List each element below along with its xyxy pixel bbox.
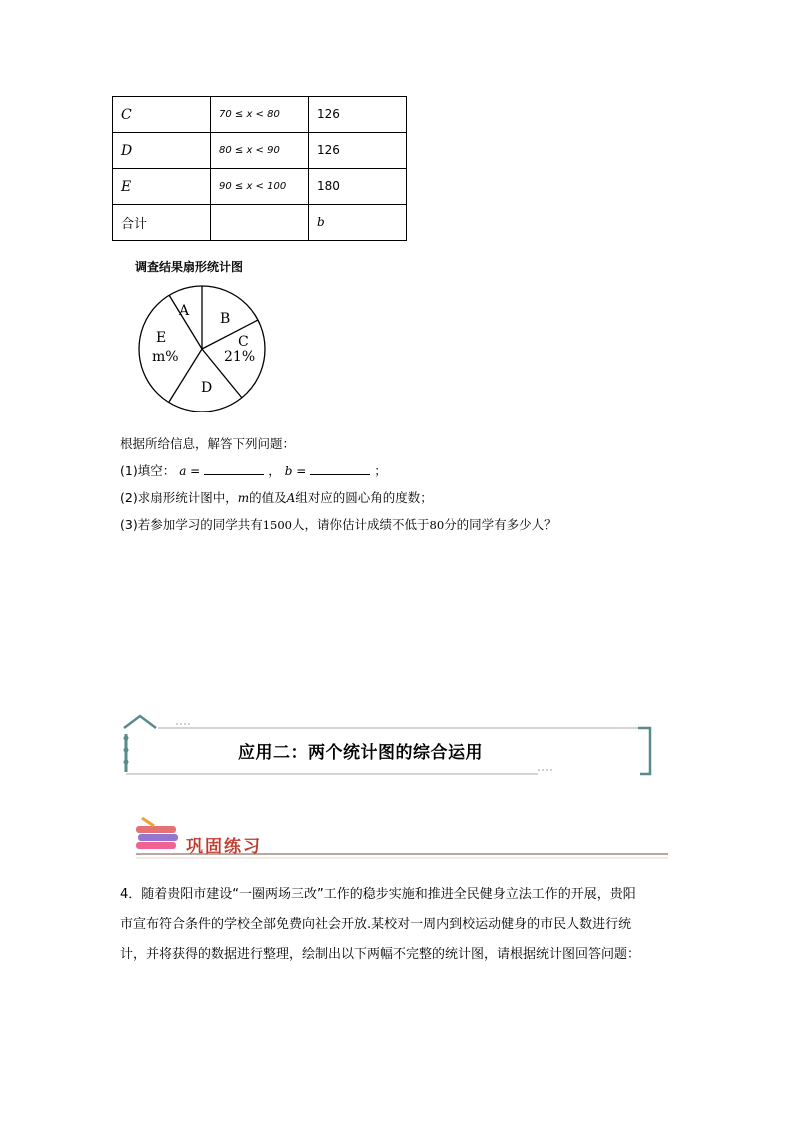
table-cell-count: 126 (309, 133, 407, 169)
table-cell-group: D (113, 133, 211, 169)
grade-table (112, 96, 407, 241)
pie-chart-title: 调查结果扇形统计图 (135, 260, 244, 274)
pie-label-c-pct: 21% (224, 349, 256, 365)
books-icon (136, 818, 178, 849)
pie-label-a: A (179, 303, 190, 319)
pie-label-e: E (156, 330, 167, 346)
table-cell-count: 180 (309, 169, 407, 205)
pie-label-b: B (220, 311, 231, 327)
pie-label-c: C (238, 334, 249, 350)
question-2: (2)求扇形统计图中，m的值及A组对应的圆心角的度数； (120, 490, 433, 505)
table-row (113, 97, 407, 133)
question-4 (120, 880, 680, 970)
question-1: (1)填空： a = ， b = ； (120, 463, 387, 478)
question-4-line: 4．随着贵阳市建设“一圈两场三改”工作的稳步实施和推进全民健身立法工作的开展，贵阳 (120, 887, 636, 902)
table-cell-group: E (113, 169, 211, 205)
practice-label: 巩固练习 (186, 837, 262, 857)
table-row (113, 205, 407, 241)
question-4-line: 计，并将获得的数据进行整理，绘制出以下两幅不完整的统计图，请根据统计图回答问题： (120, 947, 641, 962)
table-cell-range (211, 205, 309, 241)
table-row (113, 133, 407, 169)
table-cell-group: C (113, 97, 211, 133)
answer-blank-a[interactable] (204, 462, 264, 475)
question-3: (3)若参加学习的同学共有1500人，请你估计成绩不低于80分的同学有多少人？ (120, 517, 557, 532)
table-cell-range: 70 ≤ x < 80 (211, 97, 309, 133)
question-4-line: 市宣布符合条件的学校全部免费向社会开放.某校对一周内到校运动健身的市民人数进行统 (120, 917, 632, 932)
table-cell-count: 126 (309, 97, 407, 133)
answer-blank-b[interactable] (310, 462, 370, 475)
table-cell-count: b (309, 205, 407, 241)
table-cell-group: 合计 (113, 205, 211, 241)
pie-chart (130, 280, 270, 412)
question-intro: 根据所给信息，解答下列问题： (120, 436, 296, 451)
table-row (113, 169, 407, 205)
pie-label-e-pct: m% (152, 349, 179, 365)
pie-label-d: D (201, 380, 213, 396)
table-cell-range: 80 ≤ x < 90 (211, 133, 309, 169)
table-cell-range: 90 ≤ x < 100 (211, 169, 309, 205)
section-title: 应用二：两个统计图的综合运用 (238, 743, 483, 763)
